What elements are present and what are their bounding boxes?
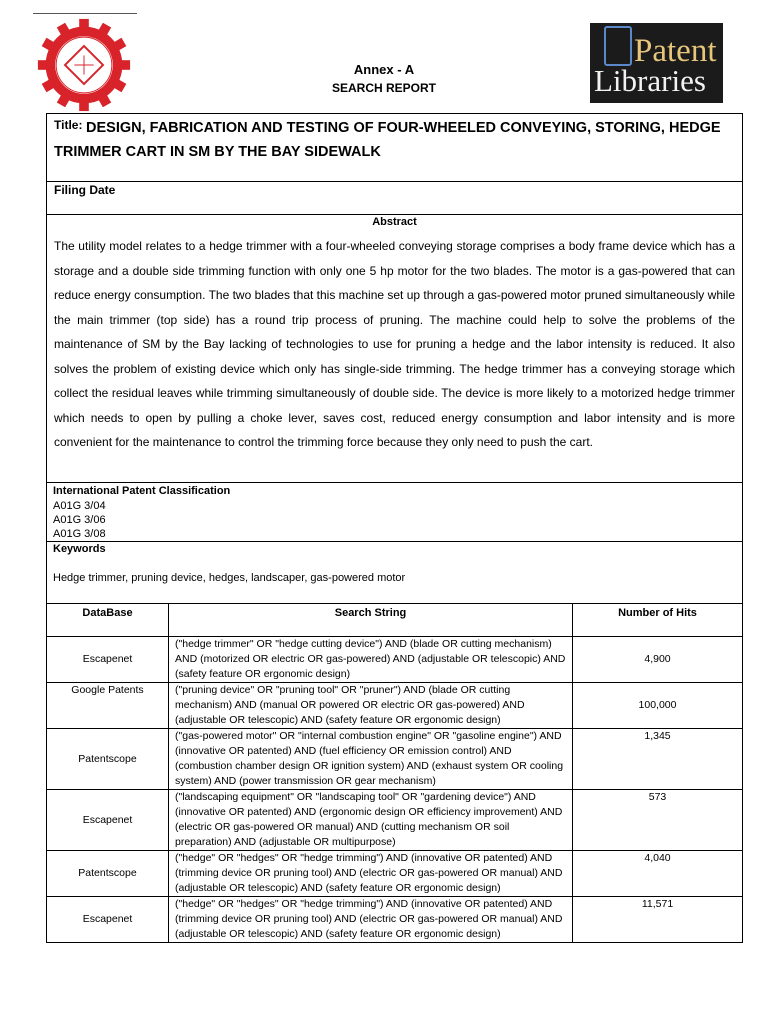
ipc-code: A01G 3/04: [53, 500, 106, 512]
ipc-code: A01G 3/08: [53, 528, 106, 540]
top-rule: [33, 13, 137, 14]
database-cell: Escapenet: [47, 790, 169, 851]
hits-cell: 4,900: [573, 637, 743, 683]
abstract-body: The utility model relates to a hedge trimmer with a four-wheeled conveying storage comprises a body frame device which has a storage and a double side trimming function with only one 5 hp motor for the two blades. The motor is a gas-powered that can reduce energy consumption. The two blades that this machine set up through a gas-powered motor pruned simultaneously while the main trimmer (top side) has a round trip process of pruning. The machine could help to solve the problems of the maintenance of SM by the Bay lacking of technologies to use for pruning a hedge and the labor intensity is reduced. It also solves the problem of existing device which only has single-side trimming. The hedge trimmer has a conveying storage which collect the residual leaves while trimming simultaneously of double side. The device is more likely to a motorized hedge trimmer which needs to open by pulling a choke lever, saves cost, reduced energy consumption and labor intensity and is more convenient for the maintenance to control the trimming force because they only need to push the cart.: [54, 239, 735, 449]
title-label: Title:: [54, 118, 83, 132]
database-cell: Google Patents: [47, 683, 169, 729]
title-section: [46, 113, 743, 181]
ipc-section: [46, 482, 743, 541]
keywords-text: Hedge trimmer, pruning device, hedges, landscaper, gas-powered motor: [53, 572, 406, 584]
hits-cell: 1,345: [573, 729, 743, 790]
abstract-section: [46, 214, 743, 482]
search-string-cell: ("pruning device" OR "pruning tool" OR "pruner") AND (blade OR cutting mechanism) AND (manual OR powered OR electric OR gas-powered) AND (adjustable OR telescopic) AND (safety feature OR ergonomic design): [169, 683, 573, 729]
logo-text-top: Patent: [634, 33, 717, 69]
filing-date-section: [46, 181, 743, 214]
report-title: SEARCH REPORT: [331, 81, 436, 95]
abstract-heading: Abstract: [372, 216, 417, 228]
hits-cell: 100,000: [573, 683, 743, 729]
ipc-code-list: [53, 499, 106, 541]
hits-cell: 573: [573, 790, 743, 851]
search-string-cell: ("hedge" OR "hedges" OR "hedge trimming") AND (innovative OR patented) AND (trimming device OR pruning tool) AND (electric OR gas-powered OR manual) AND (adjustable OR telescopic) AND (safety feature OR ergonomic design): [169, 851, 573, 897]
column-header-hits: Number of Hits: [573, 604, 743, 637]
search-string-cell: ("hedge trimmer" OR "hedge cutting device") AND (blade OR cutting mechanism) AND (motorized OR electric OR gas-powered) AND (adjustable OR telescopic) AND (safety feature OR ergonomic design): [169, 637, 573, 683]
hits-cell: 4,040: [573, 851, 743, 897]
filing-date-label: Filing Date: [54, 183, 116, 197]
database-cell: Escapenet: [47, 897, 169, 943]
column-header-database: DataBase: [47, 604, 169, 637]
search-string-cell: ("hedge" OR "hedges" OR "hedge trimming") AND (innovative OR patented) AND (trimming device OR pruning tool) AND (electric OR gas-powered OR manual) AND (adjustable OR telescopic) AND (safety feature OR ergonomic design): [169, 897, 573, 943]
table-row: [47, 637, 743, 683]
keywords-section: [46, 541, 743, 604]
search-string-cell: ("landscaping equipment" OR "landscaping tool" OR "gardening device") AND (innovative OR patented) AND (ergonomic design OR efficiency improvement) AND (electric OR gas-powered OR manual) AND (cutting mechanism OR soil preparation) AND (adjustable OR multipurpose): [169, 790, 573, 851]
table-row: [47, 790, 743, 851]
table-row: [47, 851, 743, 897]
logo-text-bottom: Libraries: [594, 63, 706, 98]
ts-monogram-icon: [604, 26, 632, 66]
database-cell: Patentscope: [47, 851, 169, 897]
hits-cell: 11,571: [573, 897, 743, 943]
search-string-cell: ("gas-powered motor" OR "internal combustion engine" OR "gasoline engine") AND (innovative OR patented) AND (fuel efficiency OR emission control) AND (combustion chamber design OR ignition system) AND (exhaust system OR cooling system) AND (power transmission OR gear mechanism): [169, 729, 573, 790]
annex-label: Annex - A: [353, 62, 415, 77]
database-cell: Patentscope: [47, 729, 169, 790]
database-cell: Escapenet: [47, 637, 169, 683]
table-row: [47, 683, 743, 729]
table-row: [47, 897, 743, 943]
ipc-code: A01G 3/06: [53, 514, 106, 526]
table-row: [47, 729, 743, 790]
table-header-row: [47, 604, 743, 637]
keywords-heading: Keywords: [53, 543, 106, 555]
search-results-table: [46, 603, 743, 943]
ipc-heading: International Patent Classification: [53, 485, 231, 497]
column-header-search-string: Search String: [169, 604, 573, 637]
document-title: DESIGN, FABRICATION AND TESTING OF FOUR-WHEELED CONVEYING, STORING, HEDGE TRIMMER CART IN SM BY THE BAY SIDEWALK: [54, 120, 721, 160]
